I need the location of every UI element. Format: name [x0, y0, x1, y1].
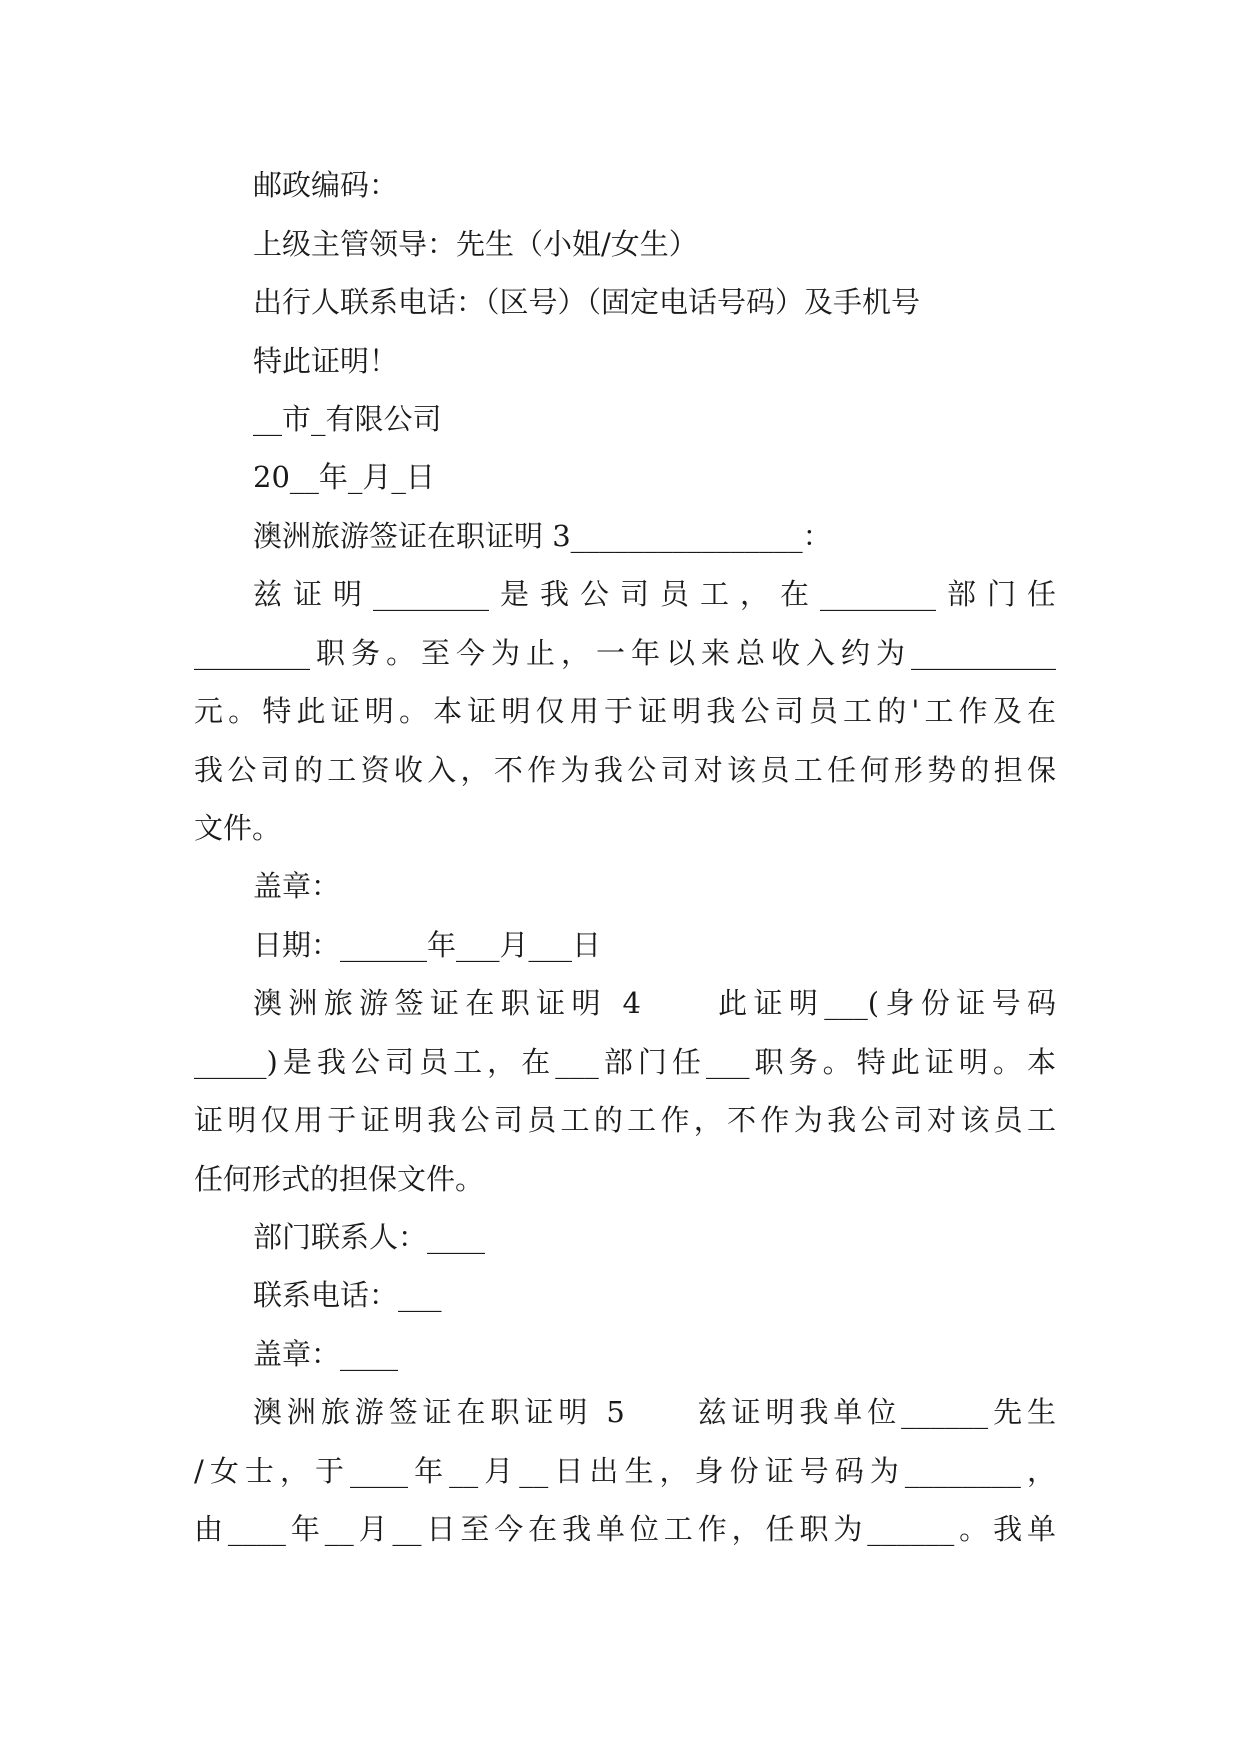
certificate-4-body-line-3: 任何形式的担保文件。	[194, 1162, 485, 1196]
seal-line-1: 盖章：	[253, 869, 341, 903]
company-name-line: __市_有限公司	[253, 402, 442, 436]
certificate-4-heading: 澳洲旅游签证在职证明 4 此证明___(身份证号码	[253, 986, 1056, 1020]
certificate-5-body-line-2: 由____年__月__日至今在我单位工作，任职为______。我单	[194, 1512, 1056, 1546]
certificate-3-body-line-5: 文件。	[194, 811, 282, 845]
certificate-4-body-line-1: _____)是我公司员工，在___部门任___职务。特此证明。本	[194, 1045, 1056, 1079]
traveler-phone-line: 出行人联系电话：（区号）（固定电话号码）及手机号	[253, 285, 921, 319]
department-contact-line: 部门联系人：____	[253, 1220, 486, 1254]
supervisor-line: 上级主管领导：先生（小姐/女生）	[253, 227, 698, 261]
contact-phone-line: 联系电话：___	[253, 1278, 442, 1312]
seal-line-2: 盖章：____	[253, 1337, 399, 1371]
date-line-2: 日期：______年___月___日	[253, 928, 602, 962]
certificate-3-body-line-1: 兹证明________是我公司员工，在________部门任	[253, 577, 1056, 611]
certificate-3-body-line-3: 元。特此证明。本证明仅用于证明我公司员工的'工作及在	[194, 694, 1056, 728]
certificate-5-heading: 澳洲旅游签证在职证明 5 兹证明我单位______先生	[253, 1395, 1056, 1429]
hereby-certify-line: 特此证明！	[253, 344, 399, 378]
certificate-3-body-line-2: ________职务。至今为止，一年以来总收入约为__________	[194, 636, 1056, 670]
certificate-5-body-line-1: /女士，于____年__月__日出生，身份证号码为________，	[194, 1454, 1056, 1488]
certificate-3-heading: 澳洲旅游签证在职证明 3________________：	[253, 519, 832, 553]
postal-code-line: 邮政编码：	[253, 168, 399, 202]
certificate-4-body-line-2: 证明仅用于证明我公司员工的工作，不作为我公司对该员工	[194, 1103, 1056, 1137]
date-line-1: 20__年_月_日	[253, 460, 435, 494]
certificate-3-body-line-4: 我公司的工资收入，不作为我公司对该员工任何形势的担保	[194, 753, 1056, 787]
